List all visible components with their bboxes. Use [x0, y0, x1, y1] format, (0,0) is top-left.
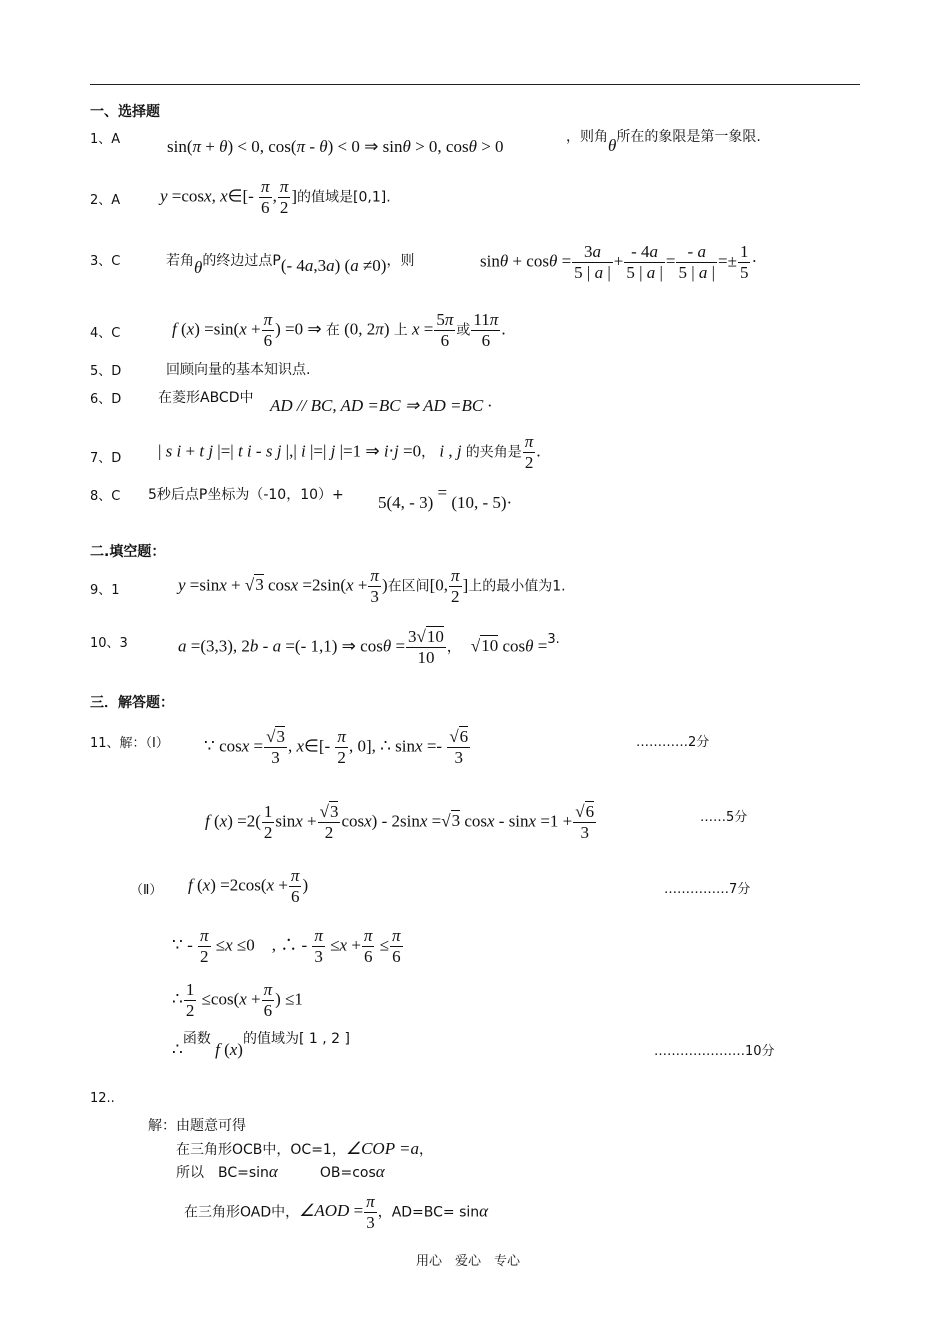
q7-label: 7、D [90, 451, 122, 466]
q3-formula: sinθ + cosθ = $\frac{3a}{5 | a |}$ + $\frac{- 4a}{5 | a |}$ = $\frac{- a}{5 | a |}$ =± $\frac{1}{5}$ · [480, 242, 758, 282]
q11-formula-3: f (x) =2cos(x + $\frac{\pi}{6}$ ) [188, 866, 309, 906]
q8-label: 8、C [90, 489, 121, 504]
q12-line-2: 在三角形OCB中，OC=1，∠COP =a， [176, 1139, 433, 1158]
q11-range: ∴$^{函数}$ f $(x)^{的值域为[ 1 , 2 ]}$ [172, 1031, 350, 1059]
q2-label: 2、A [90, 193, 121, 208]
q12-label: 12.. [90, 1091, 115, 1106]
q11-label: 11、解：（Ⅰ） [90, 736, 169, 751]
q4-formula: f (x) =sin(x + $\frac{\pi}{6}$ ) =0 ⇒ 在 (0, 2π) 上 x = $\frac{5\pi}{6}$ 或 $\frac{11\pi}{6}$ . [172, 310, 506, 350]
q11-formula-4: ∵ - $\frac{\pi}{2}$ ≤x ≤0 , ∴ - $\frac{\pi}{3}$ ≤x + $\frac{\pi}{6}$ ≤ $\frac{\pi}{6}$ [172, 926, 401, 966]
q11-formula-1: ∵ cosx = $\frac{√3}{3}$ , x∈[- $\frac{\pi}{2}$ , 0], ∴ sinx =- $\frac{√6}{3}$ [204, 727, 469, 767]
q11-score-2: ……5分 [700, 810, 748, 825]
q4-label: 4、C [90, 326, 121, 341]
q10-label: 10、3 [90, 636, 128, 651]
q1-formula: sin(π + θ) < 0, cos(π - θ) < 0 ⇒ sinθ > 0, cosθ > 0 [167, 137, 504, 156]
q1-label: 1、A [90, 132, 121, 147]
q6-text: 在菱形ABCD中 [158, 390, 254, 406]
q8-formula: 5(4, - 3) = (10, - 5)· [378, 483, 513, 512]
q11-formula-5: ∴ $\frac{1}{2}$ ≤cos(x + $\frac{\pi}{6}$ ) ≤1 [172, 980, 303, 1020]
q11-score-1: …………2分 [636, 735, 710, 750]
q6-label: 6、D [90, 392, 122, 407]
section-fill-title: 二.填空题： [90, 544, 166, 560]
q3-label: 3、C [90, 254, 121, 269]
q12-line-4: 在三角形OAD中，∠AOD = $\frac{\pi}{3}$ ，AD=BC= sinα [184, 1192, 489, 1232]
q12-line-3: 所以 BC=sinα OB=cosα [176, 1162, 385, 1181]
header-rule [90, 84, 860, 85]
q1-text: ，则角θ所在的象限是第一象限. [566, 129, 761, 155]
page-footer: 用心 爱心 专心 [416, 1254, 521, 1269]
q11-score-4: …………………10分 [654, 1044, 775, 1059]
q2-formula: y =cosx, x∈[- $\frac{\pi}{6}$ , $\frac{\pi}{2}$ ]的值域是[0,1]. [160, 177, 391, 217]
q5-label: 5、D [90, 364, 122, 379]
q10-formula: a =(3,3), 2b - a =(- 1,1) ⇒ cosθ = $\frac{3√10}{10}$ ， √10 cosθ =$^{3.}$ [178, 627, 560, 667]
q11-score-3: ……………7分 [664, 882, 751, 897]
q9-label: 9、1 [90, 583, 120, 598]
q3-text: 若角θ的终边过点P(- 4a,3a) (a ≠0)，则 [166, 253, 415, 277]
section-answer-title: 三．解答题： [90, 695, 174, 711]
q11-formula-2: f (x) =2( $\frac{1}{2}$ sinx + $\frac{√3}{2}$ cosx) - 2sinx =√3 cosx - sinx =1 + $\frac{√6}{3}$ [205, 802, 595, 842]
q8-text: 5秒后点P坐标为（-10，10）+ [148, 487, 344, 503]
section-choice-title: 一、选择题 [90, 104, 160, 120]
q6-formula: AD // BC, AD =BC ⇒ AD =BC · [270, 396, 492, 415]
q5-text: 回顾向量的基本知识点. [166, 362, 311, 378]
q7-formula: | s i + t j |=| t i - s j |,| i |=| j |=1 ⇒ i⋅j =0， i , j 的夹角是 $\frac{\pi}{2}$ . [158, 432, 541, 472]
q12-line-1: 解：由题意可得 [148, 1118, 246, 1134]
q11-part2-label: （Ⅱ） [130, 883, 163, 898]
q9-formula: y =sinx + √3 cosx =2sin(x + $\frac{\pi}{3}$ )在区间[0, $\frac{\pi}{2}$ ]上的最小值为1. [178, 566, 566, 606]
